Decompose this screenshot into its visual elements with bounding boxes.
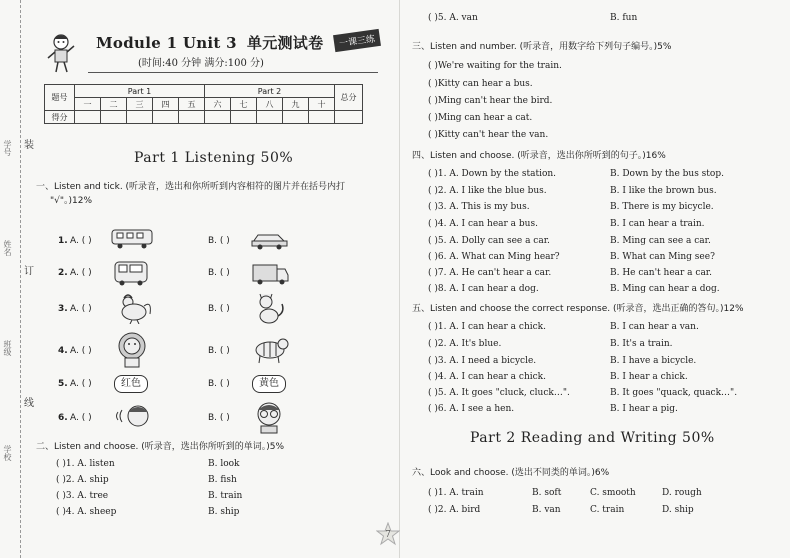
section1-instruction: 一、Listen and tick. (听录音，选出和你所听到内容相符的图片并在括号内打 [36, 182, 346, 192]
s2-option-b[interactable]: B. ship [208, 507, 240, 517]
s6-option-c[interactable]: C. train [590, 505, 625, 515]
score-cell[interactable] [335, 111, 363, 124]
cat-icon [252, 290, 286, 326]
s4-option-b[interactable]: B. What can Ming see? [610, 252, 715, 262]
s2-question-1[interactable]: ( )1. A. listen [56, 459, 115, 469]
score-table-header-label: 题号 [45, 85, 75, 111]
s6-option-b[interactable]: B. van [532, 505, 561, 515]
margin-label-class: 班级 [3, 340, 12, 356]
item-number: 4. [58, 346, 68, 356]
section2-instruction: 二、Listen and choose. (听录音，选出你所听到的单词。)5% [36, 442, 285, 452]
right-page [400, 0, 790, 558]
score-col: 五 [179, 98, 205, 111]
s5-question[interactable]: ( )5. A. It goes "cluck, cluck…". [428, 388, 570, 398]
binding-margin [0, 0, 34, 558]
s4-question[interactable]: ( )1. A. Down by the station. [428, 169, 557, 179]
part1-title: Part 1 Listening 50% [134, 150, 294, 166]
score-cell[interactable] [205, 111, 231, 124]
item-6-option-a[interactable]: A. ( ) [70, 413, 92, 423]
s3-sentence[interactable]: ( )Ming can't hear the bird. [428, 96, 553, 106]
s2-option-b[interactable]: B. fish [208, 475, 237, 485]
s6-option-b[interactable]: B. soft [532, 488, 562, 498]
train-icon [110, 226, 156, 250]
binding-word-2: 订 [24, 266, 34, 277]
score-table-part2: Part 2 [205, 85, 335, 98]
score-cell[interactable] [127, 111, 153, 124]
s5-question[interactable]: ( )1. A. I can hear a chick. [428, 322, 546, 332]
score-cell[interactable] [75, 111, 101, 124]
color-label-red: 红色 [114, 375, 148, 393]
margin-label-name: 姓名 [3, 240, 12, 256]
score-table-score-label: 得分 [45, 111, 75, 124]
score-col: 一 [75, 98, 101, 111]
header-divider [88, 72, 378, 73]
section3-instruction: 三、Listen and number. (听录音，用数字给下列句子编号。)5% [412, 42, 672, 52]
s4-option-b[interactable]: B. I can hear a train. [610, 219, 705, 229]
section1-instruction-cont: "√"。)12% [50, 196, 93, 206]
s2-option-b[interactable]: B. look [208, 459, 240, 469]
s2-option-b[interactable]: B. fun [610, 13, 638, 23]
van-icon [250, 259, 290, 287]
s5-question[interactable]: ( )3. A. I need a bicycle. [428, 356, 537, 366]
car-icon [250, 228, 290, 250]
s4-option-b[interactable]: B. He can't hear a car. [610, 268, 712, 278]
s5-question[interactable]: ( )2. A. It's blue. [428, 339, 502, 349]
page-title [96, 32, 323, 53]
item-4-option-a[interactable]: A. ( ) [70, 346, 92, 356]
s3-sentence[interactable]: ( )Kitty can't hear the van. [428, 130, 549, 140]
s4-question[interactable]: ( )2. A. I like the blue bus. [428, 186, 547, 196]
s2-question-2[interactable]: ( )2. A. ship [56, 475, 109, 485]
section4-instruction: 四、Listen and choose. (听录音，选出你所听到的句子。)16% [412, 151, 666, 161]
section6-instruction: 六、Look and choose. (选出不同类的单词。)6% [412, 468, 610, 478]
s4-question[interactable]: ( )5. A. Dolly can see a car. [428, 236, 550, 246]
item-2-option-a[interactable]: A. ( ) [70, 268, 92, 278]
s5-option-b[interactable]: B. I can hear a van. [610, 322, 699, 332]
s5-question[interactable]: ( )6. A. I see a hen. [428, 404, 515, 414]
s6-option-d[interactable]: D. ship [662, 505, 694, 515]
item-1-option-a[interactable]: A. ( ) [70, 236, 92, 246]
s5-question[interactable]: ( )4. A. I can hear a chick. [428, 372, 546, 382]
s4-question[interactable]: ( )4. A. I can hear a bus. [428, 219, 538, 229]
s6-question[interactable]: ( )1. A. train [428, 488, 484, 498]
s4-question[interactable]: ( )3. A. This is my bus. [428, 202, 530, 212]
item-2-option-b[interactable]: B. ( ) [208, 268, 230, 278]
score-cell[interactable] [283, 111, 309, 124]
binding-line [20, 0, 21, 558]
score-col: 四 [153, 98, 179, 111]
s5-option-b[interactable]: B. I hear a chick. [610, 372, 688, 382]
margin-label-id: 学号 [3, 140, 12, 156]
binding-word-3: 线 [24, 398, 34, 409]
s5-option-b[interactable]: B. I hear a pig. [610, 404, 678, 414]
s4-option-b[interactable]: B. Ming can hear a dog. [610, 284, 720, 294]
page-number: 7 [385, 530, 391, 540]
s6-option-d[interactable]: D. rough [662, 488, 702, 498]
s6-question[interactable]: ( )2. A. bird [428, 505, 481, 515]
item-6-option-b[interactable]: B. ( ) [208, 413, 230, 423]
part2-title: Part 2 Reading and Writing 50% [470, 430, 715, 446]
section5-instruction: 五、Listen and choose the correct response. (听录音，选出正确的答句。)12% [412, 304, 744, 314]
lion-icon [112, 330, 152, 368]
s5-option-b[interactable]: B. It's a train. [610, 339, 673, 349]
test-header [34, 26, 384, 74]
s3-sentence[interactable]: ( )Ming can hear a cat. [428, 113, 533, 123]
score-col: 十 [309, 98, 335, 111]
item-5-option-b[interactable]: B. ( ) [208, 379, 230, 389]
item-number: 3. [58, 304, 68, 314]
margin-label-school: 学校 [3, 445, 12, 461]
s3-sentence[interactable]: ( )Kitty can hear a bus. [428, 79, 533, 89]
score-cell[interactable] [257, 111, 283, 124]
s2-question-3[interactable]: ( )3. A. tree [56, 491, 109, 501]
title-module: Module 1 Unit 3 [96, 34, 237, 52]
item-number: 1. [58, 236, 68, 246]
s4-option-b[interactable]: B. Ming can see a car. [610, 236, 711, 246]
s2-question-5[interactable]: ( )5. A. van [428, 13, 478, 23]
color-label-yellow: 黄色 [252, 375, 286, 393]
score-col: 七 [231, 98, 257, 111]
score-cell[interactable] [101, 111, 127, 124]
boy-hearing-icon [114, 402, 154, 430]
score-cell[interactable] [309, 111, 335, 124]
item-number: 2. [58, 268, 68, 278]
bus-icon [112, 259, 150, 287]
score-col: 三 [127, 98, 153, 111]
score-cell[interactable] [153, 111, 179, 124]
boy-seeing-icon [252, 400, 286, 434]
score-cell[interactable] [179, 111, 205, 124]
s2-option-b[interactable]: B. train [208, 491, 243, 501]
s4-option-b[interactable]: B. I like the brown bus. [610, 186, 717, 196]
time-and-score: (时间:40 分钟 满分:100 分) [138, 58, 264, 69]
rooster-icon [112, 290, 154, 324]
s4-option-b[interactable]: B. There is my bicycle. [610, 202, 714, 212]
score-table-total: 总分 [335, 85, 363, 111]
item-number: 5. [58, 379, 68, 389]
s5-option-b[interactable]: B. It goes "quack, quack…". [610, 388, 738, 398]
score-col: 九 [283, 98, 309, 111]
s3-sentence[interactable]: ( )We're waiting for the train. [428, 61, 562, 71]
score-table-part1: Part 1 [75, 85, 205, 98]
item-number: 6. [58, 413, 68, 423]
score-col: 八 [257, 98, 283, 111]
score-table [44, 84, 363, 124]
score-cell[interactable] [231, 111, 257, 124]
s6-option-c[interactable]: C. smooth [590, 488, 636, 498]
item-1-option-b[interactable]: B. ( ) [208, 236, 230, 246]
s5-option-b[interactable]: B. I have a bicycle. [610, 356, 697, 366]
item-3-option-b[interactable]: B. ( ) [208, 304, 230, 314]
tiger-icon [250, 334, 290, 364]
s2-question-4[interactable]: ( )4. A. sheep [56, 507, 117, 517]
s4-option-b[interactable]: B. Down by the bus stop. [610, 169, 724, 179]
title-cn: 单元测试卷 [246, 34, 324, 52]
item-5-option-a[interactable]: A. ( ) [70, 379, 92, 389]
series-stamp: 一课三练 [333, 29, 381, 52]
score-col: 六 [205, 98, 231, 111]
s4-question[interactable]: ( )7. A. He can't hear a car. [428, 268, 552, 278]
item-3-option-a[interactable]: A. ( ) [70, 304, 92, 314]
item-4-option-b[interactable]: B. ( ) [208, 346, 230, 356]
s4-question[interactable]: ( )6. A. What can Ming hear? [428, 252, 560, 262]
score-col: 二 [101, 98, 127, 111]
binding-word-1: 装 [24, 140, 34, 151]
mascot-icon [44, 32, 78, 74]
s4-question[interactable]: ( )8. A. I can hear a dog. [428, 284, 539, 294]
